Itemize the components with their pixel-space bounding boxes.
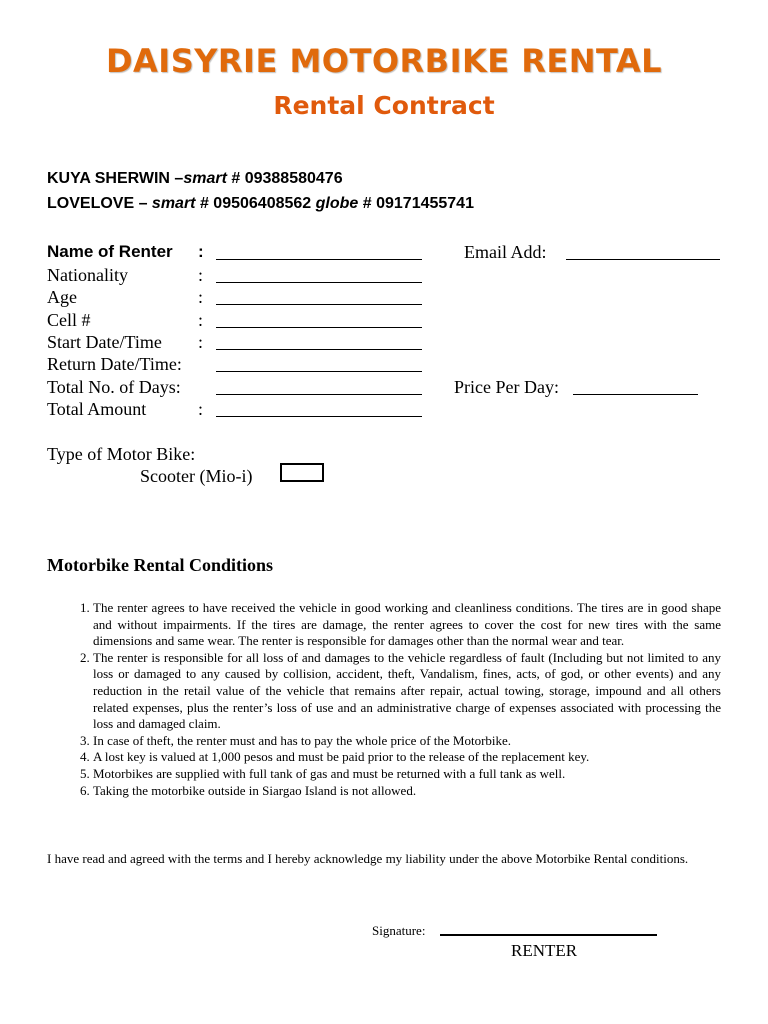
total-amount-label: Total Amount [47, 399, 147, 419]
email-label: Email Add: [464, 242, 547, 262]
total-amount-field[interactable] [216, 402, 422, 417]
contact-name: KUYA SHERWIN – [47, 170, 184, 187]
cell-field[interactable] [216, 313, 422, 328]
colon: : [198, 332, 204, 352]
nationality-field[interactable] [216, 268, 422, 283]
condition-item: 4. A lost key is valued at 1,000 pesos and must be paid prior to the release of the replacement key. [93, 749, 721, 766]
total-days-label: Total No. of Days: [47, 377, 181, 397]
document-subtitle: Rental Contract [273, 91, 495, 120]
scooter-checkbox[interactable] [280, 463, 324, 482]
signature-label: Signature: [372, 923, 426, 938]
contact-line-2 [47, 195, 474, 213]
motorbike-type-label: Type of Motor Bike: [47, 444, 196, 464]
acknowledgement-text: I have read and agreed with the terms and I hereby acknowledge my liability under the above Motorbike Rental conditions. [47, 851, 689, 866]
conditions-list [47, 600, 721, 799]
conditions-title: Motorbike Rental Conditions [47, 555, 274, 575]
colon: : [198, 310, 204, 330]
scooter-option-label: Scooter (Mio-i) [140, 466, 253, 486]
phone-number: # 09171455741 [362, 195, 474, 212]
colon: : [198, 287, 204, 307]
contact-line-1 [47, 170, 343, 188]
total-days-field[interactable] [216, 380, 422, 395]
renter-label: RENTER [511, 941, 578, 960]
return-date-time-label: Return Date/Time: [47, 354, 182, 374]
price-per-day-label: Price Per Day: [454, 377, 559, 397]
return-date-time-field[interactable] [216, 357, 422, 372]
start-date-time-field[interactable] [216, 335, 422, 350]
phone-number: # 09388580476 [231, 170, 343, 187]
contact-name: LOVELOVE – [47, 195, 152, 212]
network-name: smart [183, 170, 227, 187]
colon: : [198, 242, 204, 261]
network-name: globe [315, 195, 359, 212]
condition-item: 1. The renter agrees to have received the vehicle in good working and cleanliness conditions. The tires are in good shape and without impairments. If the tires are damage, the renter agrees to cover the cost for new tires with the same dimensions and same wear. The renter is responsible for damages other than the normal wear and tear. [93, 600, 721, 650]
name-of-renter-label: Name of Renter [47, 242, 173, 261]
price-per-day-field[interactable] [573, 380, 698, 395]
cell-label: Cell # [47, 310, 91, 330]
colon: : [198, 399, 204, 419]
condition-item: 6. Taking the motorbike outside in Siargao Island is not allowed. [93, 783, 721, 800]
condition-item: 3. In case of theft, the renter must and has to pay the whole price of the Motorbike. [93, 733, 721, 750]
email-field[interactable] [566, 245, 720, 260]
network-name: smart [151, 195, 196, 212]
age-field[interactable] [216, 290, 422, 305]
nationality-label: Nationality [47, 265, 128, 285]
company-title: DAISYRIE MOTORBIKE RENTAL [105, 42, 663, 80]
start-date-time-label: Start Date/Time [47, 332, 162, 352]
signature-field[interactable] [440, 922, 657, 936]
colon: : [198, 265, 204, 285]
age-label: Age [47, 287, 77, 307]
condition-item: 2. The renter is responsible for all loss of and damages to the vehicle regardless of fault (Including but not limited to any loss or damaged to any caused by collision, accident, theft, Vandalism, fines, acts, of god, or other events) and any reduction in the retail value of the vehicle that remains after repair, actual towing, storage, impound and all others related expenses, plus the renter’s loss of use and an administrative charge of expenses associated with processing the loss and damaged claim. [93, 650, 721, 733]
phone-number: # 09506408562 [199, 195, 316, 212]
condition-item: 5. Motorbikes are supplied with full tank of gas and must be returned with a full tank as well. [93, 766, 721, 783]
name-of-renter-field[interactable] [216, 245, 422, 260]
